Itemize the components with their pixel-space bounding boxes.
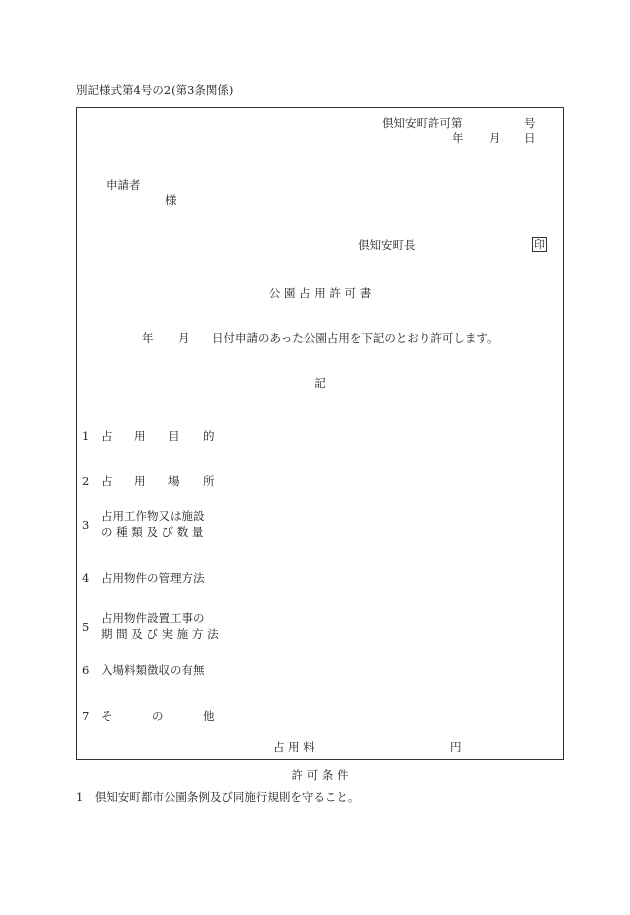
item-number: 2 bbox=[82, 474, 90, 488]
statement-year: 年 bbox=[142, 331, 154, 345]
permit-date-year: 年 bbox=[452, 131, 464, 145]
item-number: 1 bbox=[82, 429, 90, 443]
item-label-char: 的 bbox=[203, 429, 215, 443]
document-title: 公 園 占 用 許 可 書 bbox=[268, 286, 372, 300]
seal-mark bbox=[532, 237, 547, 252]
item-label-char: の bbox=[152, 709, 164, 723]
item-number: 5 bbox=[82, 620, 90, 634]
issuer-name: 倶知安町長 bbox=[358, 238, 416, 252]
fee-unit: 円 bbox=[450, 740, 462, 754]
item-number: 6 bbox=[82, 663, 90, 677]
conditions-title: 許 可 条 件 bbox=[291, 768, 349, 782]
item-label: 入場料類徴収の有無 bbox=[101, 663, 205, 677]
applicant-honorific: 様 bbox=[165, 193, 177, 207]
item-label-char: 占 bbox=[101, 429, 113, 443]
item-label-line2: の 種 類 及 び 数 量 bbox=[101, 525, 204, 539]
statement-text: 日付申請のあった公園占用を下記のとおり許可します。 bbox=[212, 331, 499, 345]
item-label-char: 占 bbox=[101, 474, 113, 488]
item-label-line1: 占用物件設置工事の bbox=[101, 611, 205, 625]
applicant-label: 申請者 bbox=[106, 178, 141, 192]
item-number: 3 bbox=[82, 518, 90, 532]
item-label-char: 目 bbox=[168, 429, 180, 443]
permit-date-month: 月 bbox=[489, 131, 501, 145]
ki-heading: 記 bbox=[314, 376, 326, 390]
permit-date-day: 日 bbox=[524, 131, 536, 145]
fee-label: 占 用 料 bbox=[273, 740, 315, 754]
item-label-char: 他 bbox=[203, 709, 215, 723]
statement-month: 月 bbox=[178, 331, 190, 345]
condition-item: 1 倶知安町都市公園条例及び同施行規則を守ること。 bbox=[76, 790, 360, 804]
item-label-char: 場 bbox=[168, 474, 180, 488]
item-label: 占用物件の管理方法 bbox=[101, 571, 205, 585]
item-label-char: 所 bbox=[203, 474, 215, 488]
item-label-char: そ bbox=[101, 709, 113, 723]
permit-number-prefix: 倶知安町許可第 bbox=[382, 116, 463, 130]
item-label-line1: 占用工作物又は施設 bbox=[101, 509, 205, 523]
item-number: 7 bbox=[82, 709, 90, 723]
form-id: 別記様式第4号の2(第3条関係) bbox=[76, 83, 234, 97]
permit-number-suffix: 号 bbox=[524, 116, 536, 130]
item-number: 4 bbox=[82, 571, 90, 585]
seal-mark-label: 印 bbox=[534, 238, 545, 251]
item-label-line2: 期 間 及 び 実 施 方 法 bbox=[101, 627, 219, 641]
item-label-char: 用 bbox=[134, 429, 146, 443]
item-label-char: 用 bbox=[134, 474, 146, 488]
